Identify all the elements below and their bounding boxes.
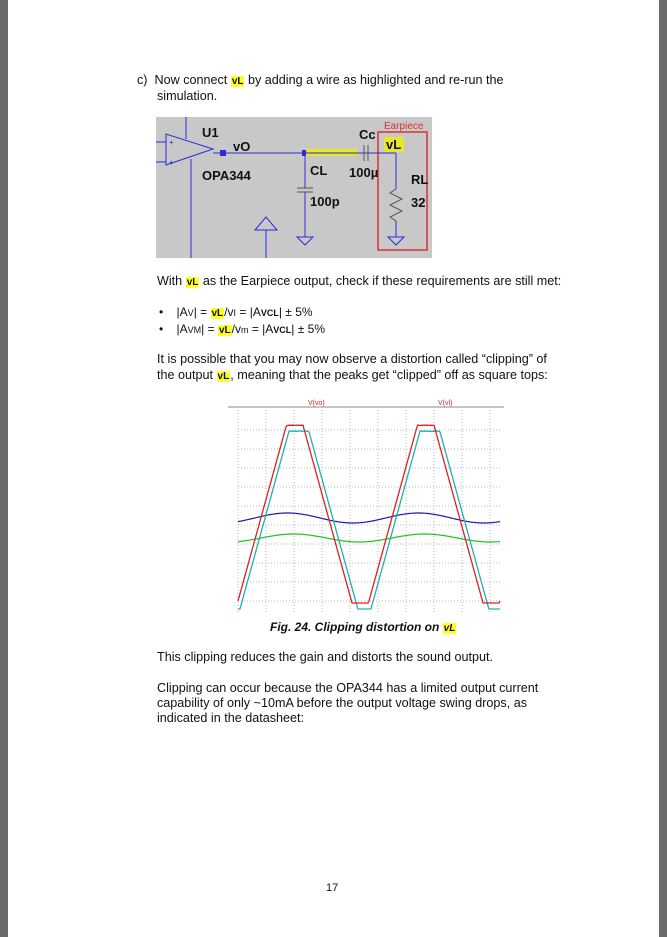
bullet-1: • |AV| = vL/vI = |AVCL| ± 5% — [159, 305, 313, 319]
highlighted-var: vL — [231, 76, 244, 87]
document-page — [8, 0, 659, 937]
highlighted-var: vL — [211, 308, 224, 319]
clip-para-line1: It is possible that you may now observe a distortion called “clipping” of — [157, 352, 547, 366]
text-run: the output — [157, 368, 214, 382]
figure-caption — [270, 620, 456, 634]
label-vl: vL — [386, 137, 402, 152]
legend-vo: V(vo) — [308, 400, 325, 407]
series-green-trace — [238, 534, 500, 542]
circuit-schematic — [156, 117, 432, 258]
label-100u: 100µ — [349, 165, 379, 180]
text-run: by adding a wire as highlighted and re-run the — [247, 73, 504, 87]
bullet-2: • |AVM| = vL/vm = |AVCL| ± 5% — [159, 322, 326, 336]
clip-cause-line2: capability of only ~10mA before the output voltage swing drops, as — [157, 696, 527, 710]
label-32: 32 — [411, 195, 426, 210]
label-rl: RL — [411, 172, 429, 187]
text-run: , meaning that the peaks get “clipped” off as square tops: — [230, 368, 548, 382]
label-opa344: OPA344 — [202, 168, 251, 183]
chart-grid — [238, 410, 500, 614]
caption-text: Fig. 24. Clipping distortion on — [270, 620, 440, 634]
legend-vl: V(vl) — [438, 400, 453, 407]
clip-cause-line1: Clipping can occur because the OPA344 has a limited output current — [157, 681, 539, 695]
text-run: as the Earpiece output, check if these requirements are still met: — [202, 274, 562, 288]
label-u1: U1 — [202, 125, 219, 140]
plus-sign: + — [169, 138, 174, 147]
vo-node — [220, 150, 226, 156]
clip-para-line2 — [157, 367, 548, 385]
highlighted-var: vL — [186, 277, 199, 288]
label-vo: vO — [233, 139, 251, 154]
highlighted-var: vL — [218, 325, 231, 336]
gain-paragraph: This clipping reduces the gain and distorts the sound output. — [157, 650, 494, 664]
label-100p: 100p — [310, 194, 340, 209]
highlighted-var: vL — [443, 623, 456, 634]
text-run: Now connect — [154, 73, 228, 87]
label-cl: CL — [310, 163, 328, 178]
clipping-chart — [228, 398, 508, 620]
page-number: 17 — [326, 882, 339, 894]
text-run: With — [157, 274, 183, 288]
check-line — [157, 273, 561, 291]
clip-cause-line3: indicated in the datasheet: — [157, 711, 305, 725]
label-earpiece: Earpiece — [384, 121, 424, 132]
label-cc: Cc — [359, 127, 376, 142]
highlighted-var: vL — [217, 371, 230, 382]
section-c-line2: simulation. — [157, 89, 218, 103]
plus-sign: + — [169, 158, 174, 167]
section-marker: c) — [137, 73, 148, 87]
